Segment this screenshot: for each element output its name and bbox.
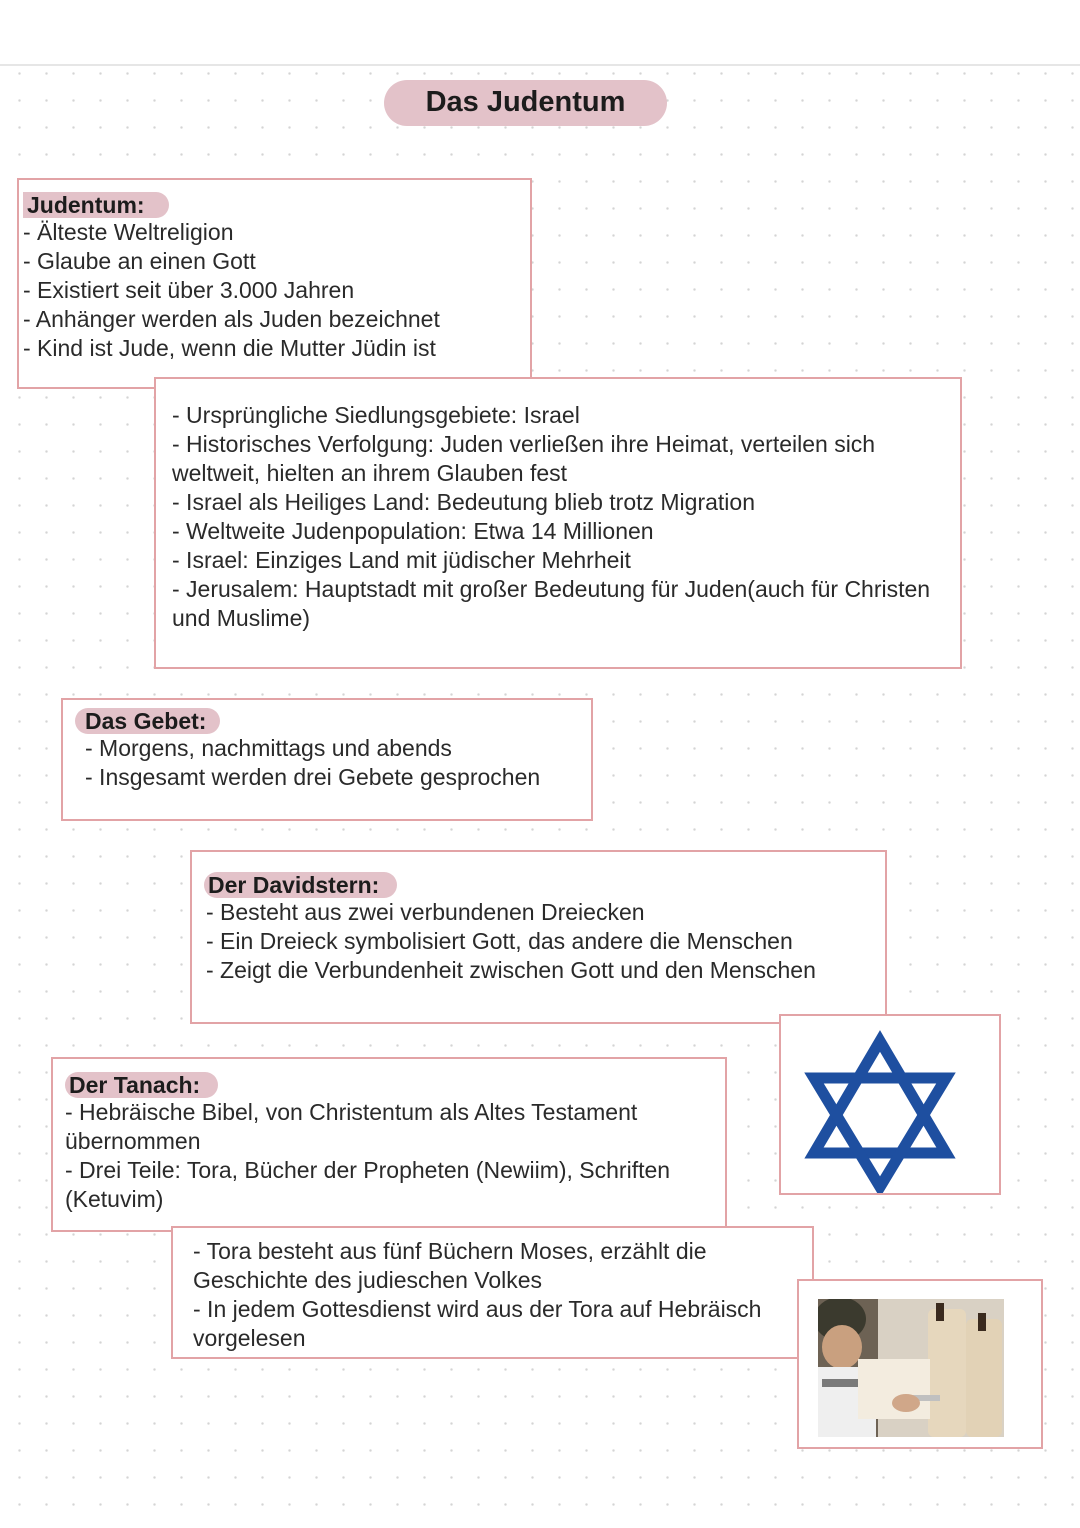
list-item: - Tora besteht aus fünf Büchern Moses, erzählt die Geschichte des judieschen Volkes bbox=[193, 1238, 707, 1293]
list-item: - Weltweite Judenpopulation: Etwa 14 Millionen bbox=[172, 518, 654, 544]
tora-section bbox=[171, 1226, 814, 1359]
gebet-heading: Das Gebet: bbox=[75, 708, 220, 734]
davidstern-section bbox=[190, 850, 887, 1024]
list-item: - Jerusalem: Hauptstadt mit großer Bedeutung für Juden(auch für Christen und Muslime) bbox=[172, 576, 931, 631]
photo-frame bbox=[797, 1279, 1043, 1449]
history-section bbox=[154, 377, 962, 669]
page-title: Das Judentum bbox=[384, 80, 667, 126]
list-item: - Morgens, nachmittags und abends bbox=[85, 735, 452, 761]
davidstern-heading: Der Davidstern: bbox=[204, 872, 397, 898]
list-item: - Besteht aus zwei verbundenen Dreiecken bbox=[206, 899, 645, 925]
star-image-frame bbox=[779, 1014, 1001, 1195]
list-item: - Historisches Verfolgung: Juden verließen ihre Heimat, verteilen sich weltweit, hielten an ihrem Glauben fest bbox=[172, 431, 876, 486]
list-item: - Israel: Einziges Land mit jüdischer Mehrheit bbox=[172, 547, 631, 573]
top-bar bbox=[0, 0, 1080, 66]
list-item: - Kind ist Jude, wenn die Mutter Jüdin ist bbox=[23, 335, 436, 361]
list-item: - Anhänger werden als Juden bezeichnet bbox=[23, 306, 440, 332]
torah-scroll-photo bbox=[818, 1299, 1004, 1437]
list-item: - Älteste Weltreligion bbox=[23, 219, 234, 245]
judentum-heading: Judentum: bbox=[23, 192, 169, 218]
tanach-heading: Der Tanach: bbox=[65, 1072, 218, 1098]
list-item: - Israel als Heiliges Land: Bedeutung blieb trotz Migration bbox=[172, 489, 755, 515]
list-item: - Ursprüngliche Siedlungsgebiete: Israel bbox=[172, 402, 580, 428]
judentum-section bbox=[17, 178, 532, 389]
star-of-david-icon bbox=[781, 1016, 999, 1193]
list-item: - Existiert seit über 3.000 Jahren bbox=[23, 277, 355, 303]
list-item: - Glaube an einen Gott bbox=[23, 248, 256, 274]
list-item: - Drei Teile: Tora, Bücher der Propheten (Newiim), Schriften (Ketuvim) bbox=[65, 1157, 671, 1212]
list-item: - Insgesamt werden drei Gebete gesprochen bbox=[85, 764, 541, 790]
list-item: - Ein Dreieck symbolisiert Gott, das andere die Menschen bbox=[206, 928, 793, 954]
gebet-section bbox=[61, 698, 593, 821]
list-item: - Zeigt die Verbundenheit zwischen Gott und den Menschen bbox=[206, 957, 816, 983]
list-item: - Hebräische Bibel, von Christentum als Altes Testament übernommen bbox=[65, 1099, 638, 1154]
list-item: - In jedem Gottesdienst wird aus der Tora auf Hebräisch vorgelesen bbox=[193, 1296, 762, 1351]
tanach-section bbox=[51, 1057, 727, 1232]
